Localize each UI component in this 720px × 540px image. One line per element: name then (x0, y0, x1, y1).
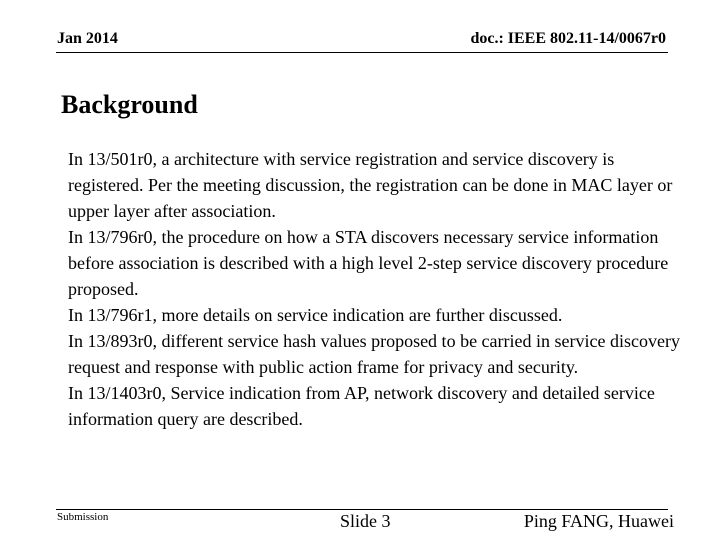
bullet-list (68, 146, 688, 432)
bullet-item: In 13/501r0, a architecture with service registration and service discovery is registered. Per the meeting discussion, the registration can be done in MAC layer or upper layer after association. (68, 149, 673, 221)
header-date: Jan 2014 (57, 30, 118, 47)
footer-slide-number: Slide 3 (340, 511, 391, 531)
bullet-item: In 13/796r0, the procedure on how a STA discovers necessary service information before association is described with a high level 2-step service discovery procedure proposed. (68, 227, 669, 299)
footer-submission: Submission (57, 511, 109, 523)
footer-divider (56, 509, 668, 510)
bullet-item: In 13/893r0, different service hash values proposed to be carried in service discovery request and response with public action frame for privacy and security. (68, 331, 680, 377)
bullet-item: In 13/1403r0, Service indication from AP, network discovery and detailed service information query are described. (68, 383, 655, 429)
footer-author: Ping FANG, Huawei (523, 511, 674, 531)
header-divider (56, 52, 668, 53)
slide-title: Background (61, 90, 198, 119)
header-doc-id: doc.: IEEE 802.11-14/0067r0 (470, 30, 666, 47)
bullet-item: In 13/796r1, more details on service indication are further discussed. (68, 305, 563, 325)
